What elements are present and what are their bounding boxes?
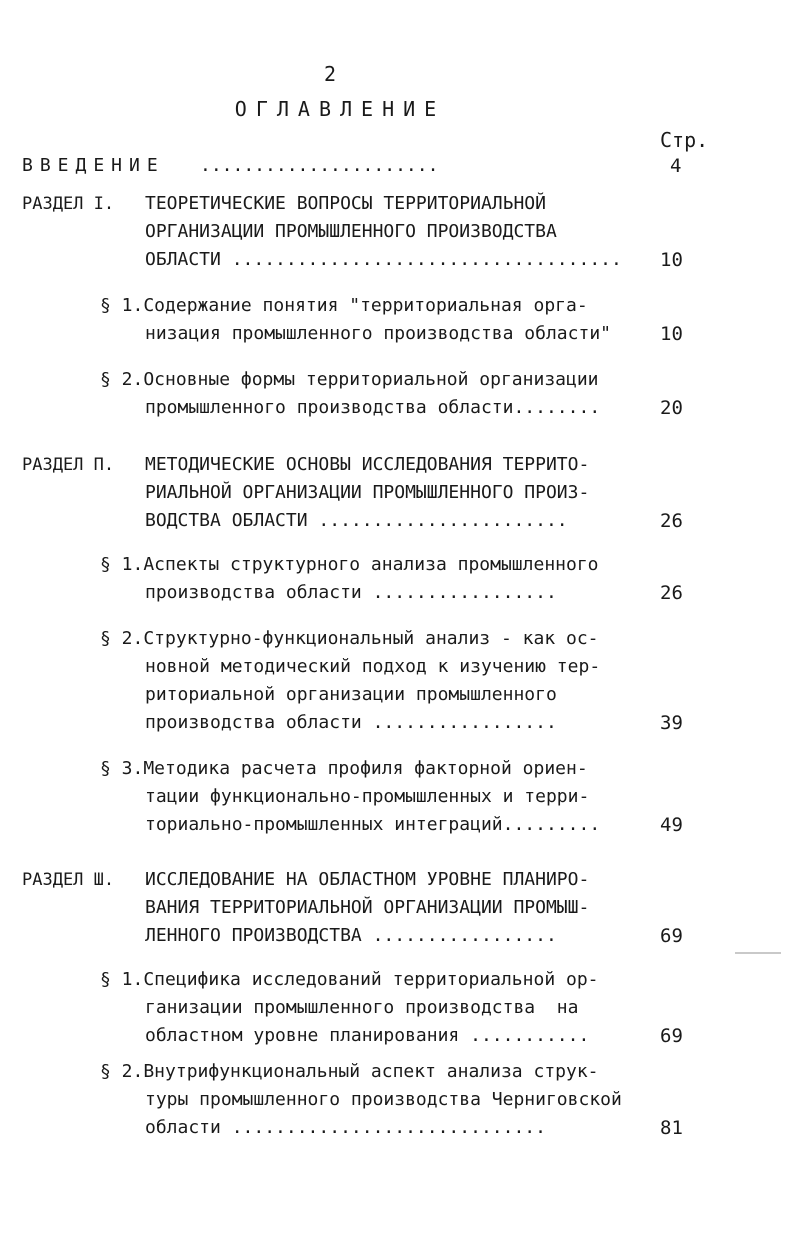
section-label: РАЗДЕЛ Ш. — [22, 870, 115, 890]
paragraph-line: туры промышленного производства Черниговской — [145, 1089, 622, 1110]
section-title-line: ЛЕННОГО ПРОИЗВОДСТВА ................. — [145, 925, 557, 946]
paragraph-line: производства области ................. — [145, 582, 557, 603]
intro-leader-dots: ...................... — [200, 155, 439, 176]
intro-page: 4 — [670, 155, 682, 177]
paragraph-page: 39 — [660, 712, 683, 734]
paragraph-page: 10 — [660, 323, 683, 345]
section-page: 69 — [660, 925, 683, 947]
paragraph-line: § 1.Аспекты структурного анализа промышленного — [100, 554, 599, 575]
paragraph-line: производства области ................. — [145, 712, 557, 733]
section-page: 26 — [660, 510, 683, 532]
paragraph-page: 26 — [660, 582, 683, 604]
paragraph-line: § 1.Специфика исследований территориальной ор- — [100, 969, 599, 990]
section-label: РАЗДЕЛ I. — [22, 194, 115, 214]
section-title-line: ВАНИЯ ТЕРРИТОРИАЛЬНОЙ ОРГАНИЗАЦИИ ПРОМЫШ- — [145, 897, 590, 918]
paragraph-page: 69 — [660, 1025, 683, 1047]
paragraph-page: 49 — [660, 814, 683, 836]
section-title-line: ОБЛАСТИ .................................... — [145, 249, 622, 270]
paragraph-line: промышленного производства области........ — [145, 397, 601, 418]
scan-smudge — [735, 952, 781, 954]
paragraph-line: низация промышленного производства области" — [145, 323, 611, 344]
paragraph-line: § 3.Методика расчета профиля факторной ориен- — [100, 758, 588, 779]
page-column-header: Стр. — [660, 128, 709, 152]
paragraph-line: § 2.Основные формы территориальной организации — [100, 369, 599, 390]
section-label: РАЗДЕЛ П. — [22, 455, 115, 475]
section-title-line: ТЕОРЕТИЧЕСКИЕ ВОПРОСЫ ТЕРРИТОРИАЛЬНОЙ — [145, 193, 546, 214]
intro-title: ВВЕДЕНИЕ — [22, 155, 165, 176]
section-title-line: МЕТОДИЧЕСКИЕ ОСНОВЫ ИССЛЕДОВАНИЯ ТЕРРИТО- — [145, 454, 590, 475]
section-title-line: ВОДСТВА ОБЛАСТИ ....................... — [145, 510, 568, 531]
paragraph-line: § 2.Внутрифункциональный аспект анализа струк- — [100, 1061, 599, 1082]
paragraph-line: области ............................. — [145, 1117, 546, 1138]
section-title-line: ИССЛЕДОВАНИЕ НА ОБЛАСТНОМ УРОВНЕ ПЛАНИРО- — [145, 869, 590, 890]
paragraph-line: ториально-промышленных интеграций......... — [145, 814, 601, 835]
paragraph-line: § 2.Структурно-функциональный анализ - как ос- — [100, 628, 599, 649]
section-page: 10 — [660, 249, 683, 271]
page-number: 2 — [323, 62, 337, 86]
paragraph-page: 20 — [660, 397, 683, 419]
paragraph-page: 81 — [660, 1117, 683, 1139]
paragraph-line: новной методический подход к изучению тер- — [145, 656, 601, 677]
paragraph-line: областном уровне планирования ........... — [145, 1025, 590, 1046]
paragraph-line: § 1.Содержание понятия "территориальная орга- — [100, 295, 588, 316]
section-title-line: ОРГАНИЗАЦИИ ПРОМЫШЛЕННОГО ПРОИЗВОДСТВА — [145, 221, 557, 242]
paragraph-line: ганизации промышленного производства на — [145, 997, 579, 1018]
paragraph-line: тации функционально-промышленных и терри- — [145, 786, 590, 807]
document-title: ОГЛАВЛЕНИЕ — [234, 97, 446, 121]
paragraph-line: риториальной организации промышленного — [145, 684, 557, 705]
section-title-line: РИАЛЬНОЙ ОРГАНИЗАЦИИ ПРОМЫШЛЕННОГО ПРОИЗ- — [145, 482, 590, 503]
